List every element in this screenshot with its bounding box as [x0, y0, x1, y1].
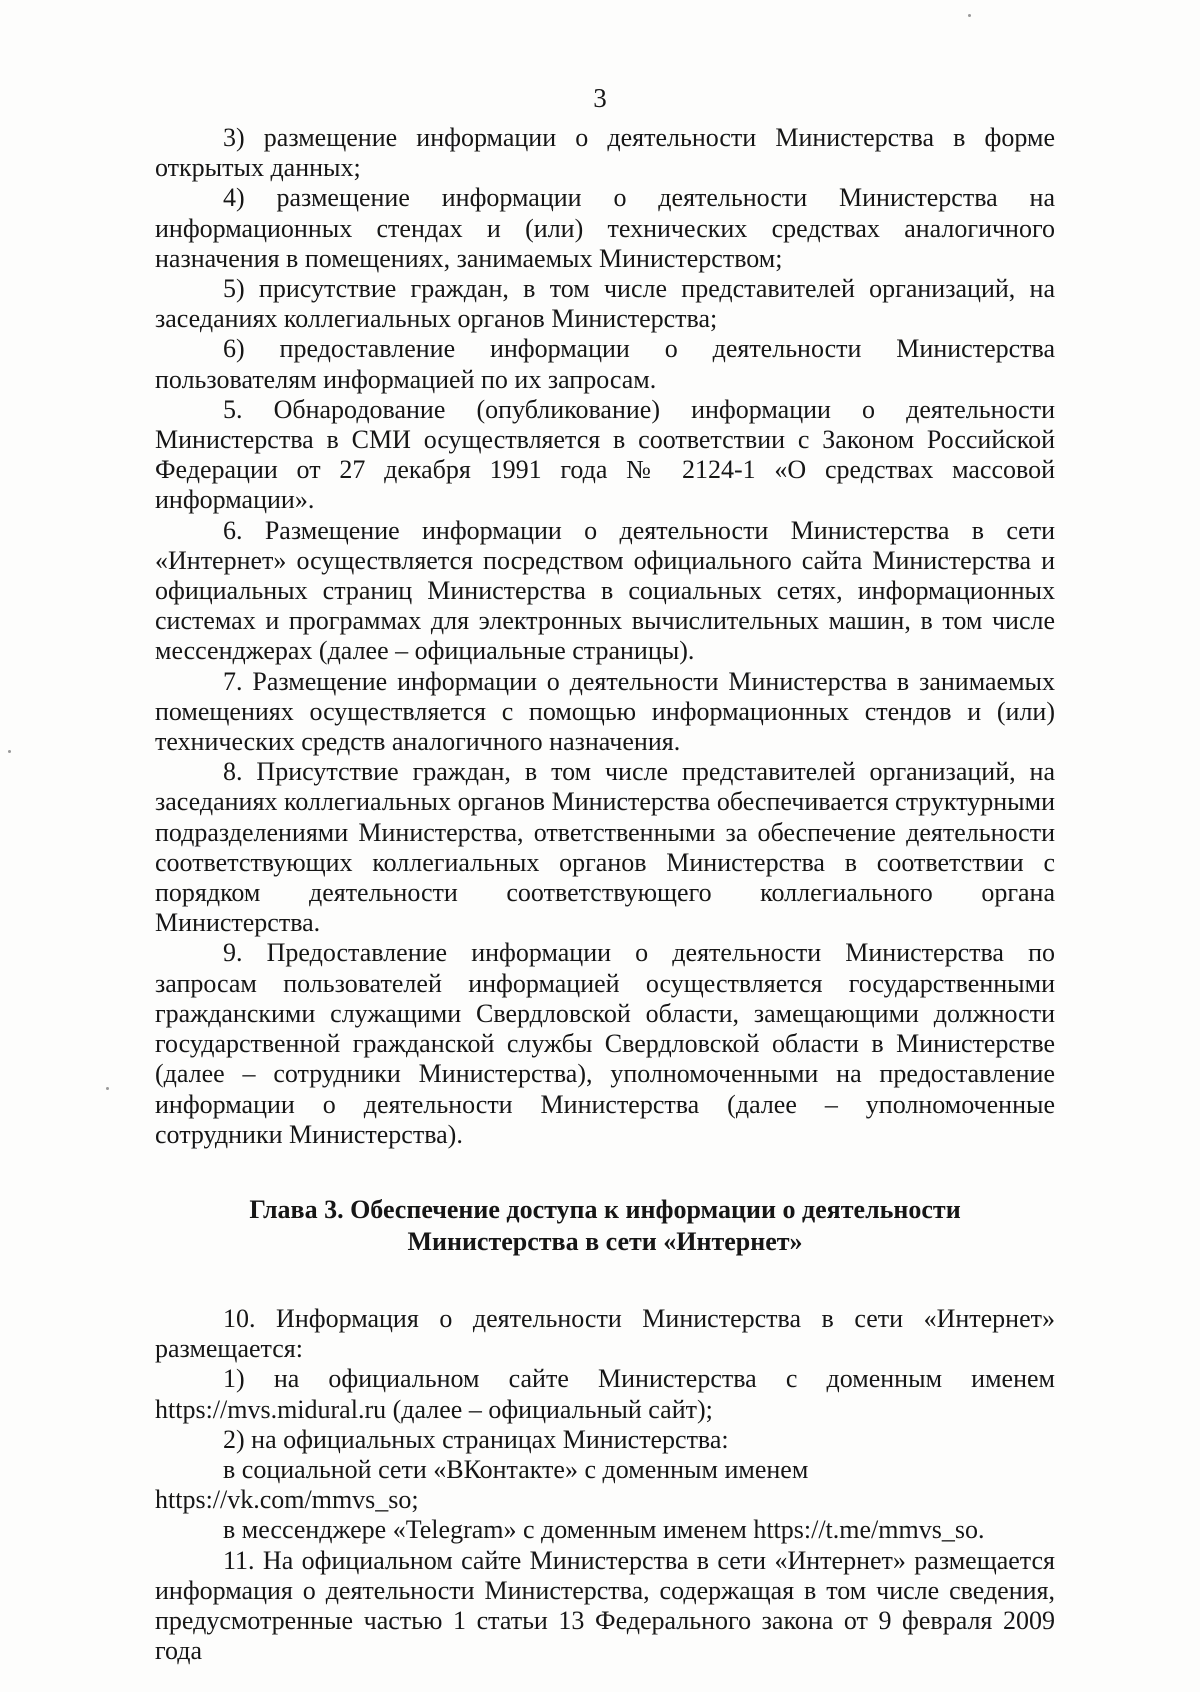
- chapter-heading: [155, 1194, 1055, 1258]
- paragraph-clause-7: 7. Размещение информации о деятельности Министерства в занимаемых помещениях осуществляется с помощью информационных стендов и (или) технических средств аналогичного назначения.: [155, 666, 1055, 757]
- page-number: 3: [593, 83, 607, 113]
- paragraph-subitem-2: 2) на официальных страницах Министерства:: [223, 1424, 729, 1454]
- chapter-title-line-1: Глава 3. Обеспечение доступа к информации о деятельности: [249, 1194, 961, 1224]
- paragraph-clause-10: 10. Информация о деятельности Министерства в сети «Интернет» размещается:: [155, 1303, 1055, 1364]
- paragraph-item-5: 5) присутствие граждан, в том числе представителей организаций, на заседаниях коллегиальных органов Министерства;: [155, 274, 1055, 334]
- paragraph-item-4: 4) размещение информации о деятельности Министерства на информационных стендах и (или) технических средствах аналогичного назначения в помещениях, занимаемых Министерством;: [155, 183, 1055, 273]
- paragraph-clause-5: 5. Обнародование (опубликование) информации о деятельности Министерства в СМИ осуществляется в соответствии с Законом Российской Федерации от 27 декабря 1991 года № 2124-1 «О средствах массовой информации».: [155, 394, 1055, 515]
- document-body: [155, 123, 1055, 1666]
- chapter-title-line-2: Министерства в сети «Интернет»: [407, 1226, 803, 1256]
- paragraph-clause-11: 11. На официальном сайте Министерства в сети «Интернет» размещается информация о деятельности Министерства, содержащая в том числе сведения, предусмотренные частью 1 статьи 13 Федерального закона от 9 февраля 2009 года: [155, 1545, 1055, 1666]
- paragraph-clause-8: 8. Присутствие граждан, в том числе представителей организаций, на заседаниях коллегиальных органов Министерства обеспечивается структурными подразделениями Министерства, ответственными за обеспечение деятельности соответствующих коллегиальных органов Министерства в соответствии с порядком деятельности соответствующего коллегиального органа Министерства.: [155, 757, 1055, 938]
- paragraph-item-3: 3) размещение информации о деятельности Министерства в форме открытых данных;: [155, 123, 1055, 183]
- scan-speck: [8, 750, 11, 753]
- vk-link-line: в социальной сети «ВКонтакте» с доменным именем https://vk.com/mmvs_so;: [155, 1454, 809, 1515]
- scan-speck: [968, 14, 971, 17]
- paragraph-subitem-1: 1) на официальном сайте Министерства с доменным именем https://mvs.midural.ru (далее – официальный сайт);: [155, 1364, 1055, 1424]
- telegram-link-line: в мессенджере «Telegram» с доменным именем https://t.me/mmvs_so.: [223, 1515, 985, 1545]
- scan-speck: [106, 1087, 109, 1090]
- paragraph-clause-9: 9. Предоставление информации о деятельности Министерства по запросам пользователей информацией осуществляется государственными гражданскими служащими Свердловской области, замещающими должности государственной гражданской службы Свердловской области в Министерстве (далее – сотрудники Министерства), уполномоченными на предоставление информации о деятельности Министерства (далее – уполномоченные сотрудники Министерства).: [155, 938, 1055, 1149]
- paragraph-item-6: 6) предоставление информации о деятельности Министерства пользователям информацией по их запросам.: [155, 334, 1055, 394]
- paragraph-clause-6: 6. Размещение информации о деятельности Министерства в сети «Интернет» осуществляется посредством официального сайта Министерства и официальных страниц Министерства в социальных сетях, информационных системах и программах для электронных вычислительных машин, в том числе мессенджерах (далее – официальные страницы).: [155, 515, 1055, 666]
